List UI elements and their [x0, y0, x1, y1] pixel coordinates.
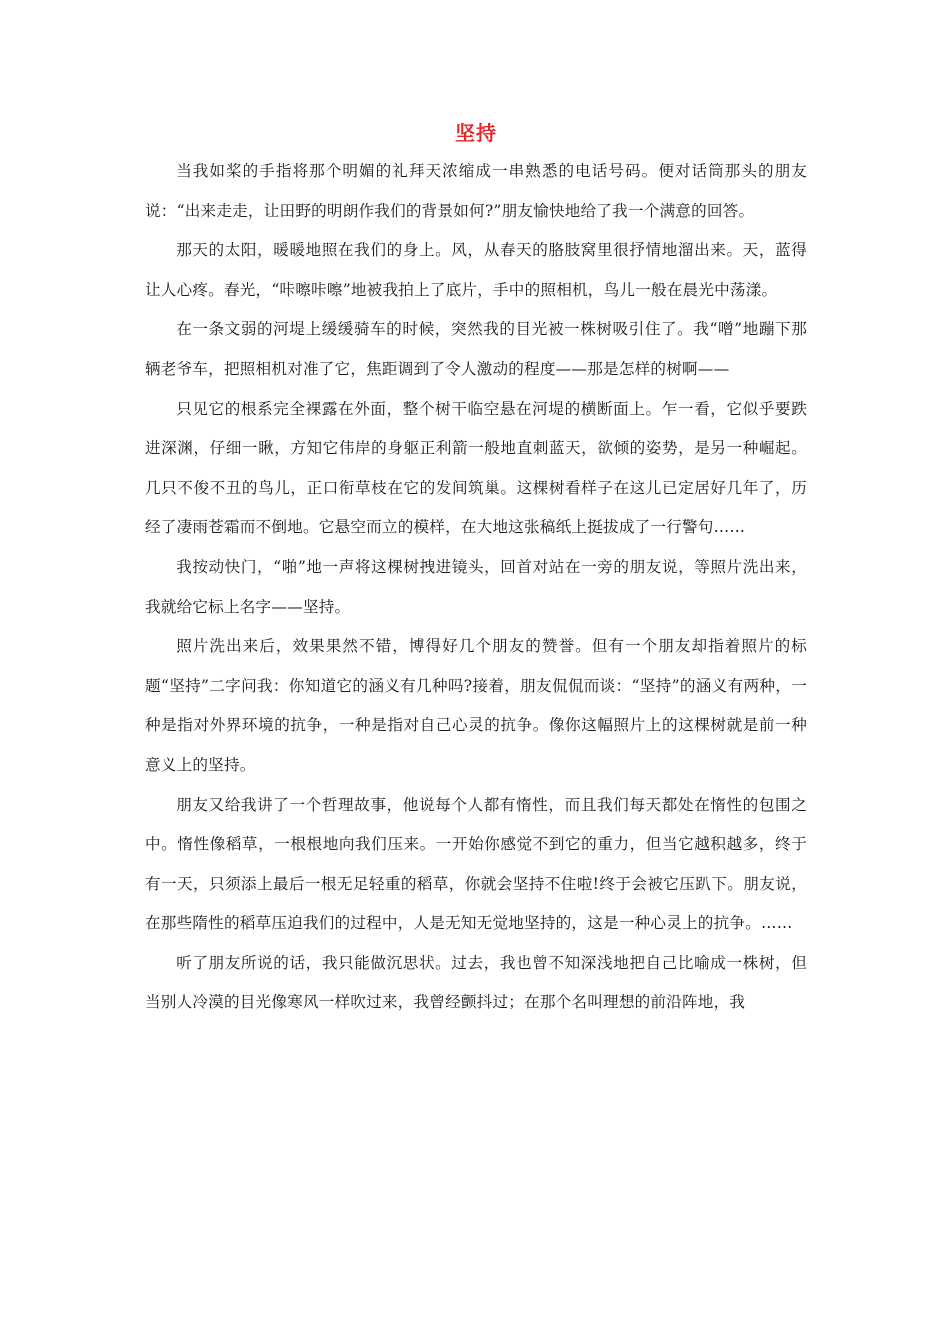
paragraph-8: 听了朋友所说的话，我只能做沉思状。过去，我也曾不知深浅地把自己比喻成一株树，但当别人冷漠的目光像寒风一样吹过来，我曾经颤抖过；在那个名叫理想的前沿阵地，我: [145, 953, 807, 1012]
document-page: [145, 118, 807, 1023]
paragraph-1: 当我如桨的手指将那个明媚的礼拜天浓缩成一串熟悉的电话号码。便对话筒那头的朋友说：“出来走走，让田野的明朗作我们的背景如何?”朋友愉快地给了我一个满意的回答。: [145, 162, 807, 220]
paragraph-5: 我按动快门，“啪”地一声将这棵树拽进镜头，回首对站在一旁的朋友说，等照片洗出来，我就给它标上名字——坚持。: [145, 557, 807, 616]
paragraph-4: 只见它的根系完全裸露在外面，整个树干临空悬在河堤的横断面上。乍一看，它似乎要跌进深渊，仔细一瞅，方知它伟岸的身躯正利箭一般地直刺蓝天，欲倾的姿势，是另一种崛起。几只不俊不丑的鸟儿，正口衔草枝在它的发间筑巢。这棵树看样子在这儿已定居好几年了，历经了凄雨苍霜而不倒地。它悬空而立的模样，在大地这张稿纸上挺拔成了一行警句……: [145, 399, 807, 537]
paragraph-6: 照片洗出来后，效果果然不错，博得好几个朋友的赞誉。但有一个朋友却指着照片的标题“坚持”二字问我：你知道它的涵义有几种吗?接着，朋友侃侃而谈：“坚持”的涵义有两种，一种是指对外界环境的抗争，一种是指对自己心灵的抗争。像你这幅照片上的这棵树就是前一种意义上的坚持。: [145, 637, 807, 774]
document-title: 坚持: [455, 121, 497, 145]
paragraph-7: 朋友又给我讲了一个哲理故事，他说每个人都有惰性，而且我们每天都处在惰性的包围之中。惰性像稻草，一根根地向我们压来。一开始你感觉不到它的重力，但当它越积越多，终于有一天，只须添上最后一根无足轻重的稻草，你就会坚持不住啦!终于会被它压趴下。朋友说，在那些隋性的稻草压迫我们的过程中，人是无知无觉地坚持的，这是一种心灵上的抗争。……: [145, 795, 807, 933]
paragraph-2: 那天的太阳，暖暖地照在我们的身上。风，从春天的胳肢窝里很抒情地溜出来。天，蓝得让人心疼。春光，“咔嚓咔嚓”地被我拍上了底片，手中的照相机，鸟儿一般在晨光中荡漾。: [145, 241, 807, 299]
paragraph-3: 在一条文弱的河堤上缓缓骑车的时候，突然我的目光被一株树吸引住了。我“噌”地蹦下那辆老爷车，把照相机对准了它，焦距调到了令人激动的程度——那是怎样的树啊——: [145, 320, 807, 378]
